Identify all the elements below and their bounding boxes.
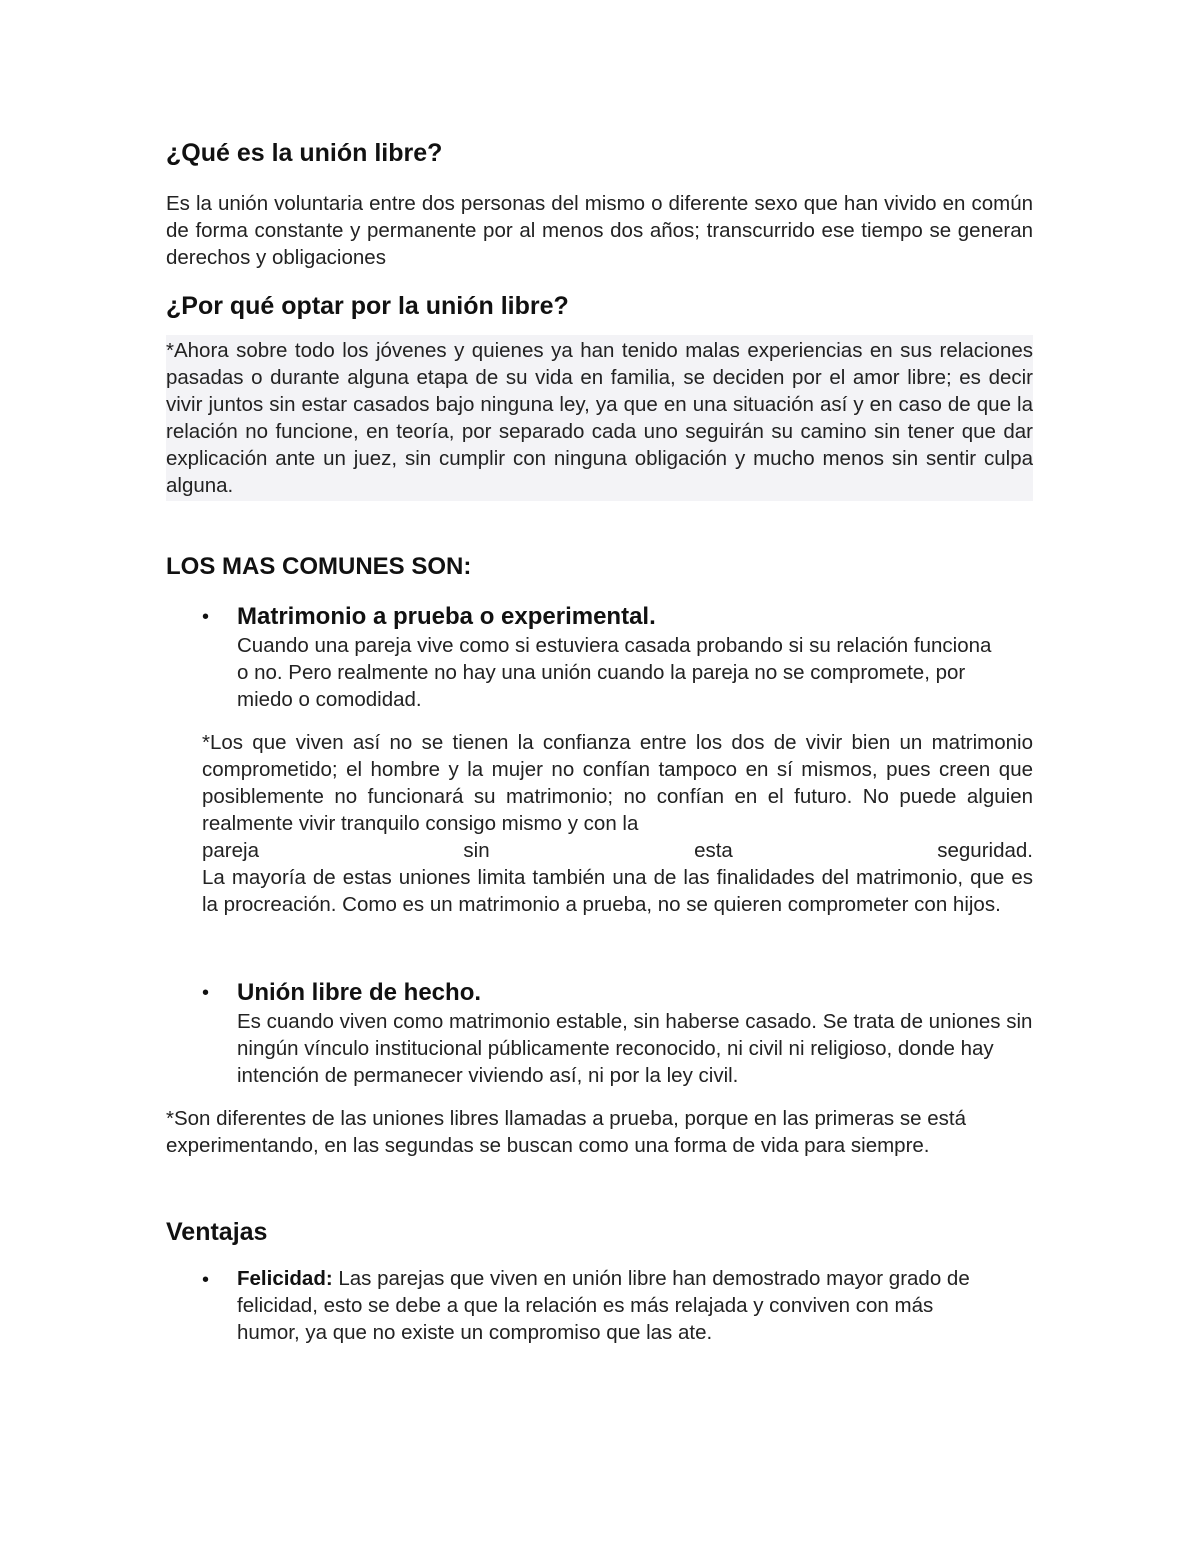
list-item-felicidad	[166, 1265, 1033, 1346]
note-word: esta	[694, 838, 733, 862]
note-word: seguridad.	[937, 838, 1033, 862]
bullet-icon: •	[202, 1268, 210, 1291]
note-word: pareja	[202, 838, 259, 862]
bullet-icon: •	[202, 605, 210, 628]
heading-que-es: ¿Qué es la unión libre?	[166, 139, 443, 167]
item-label: Felicidad:	[237, 1266, 333, 1290]
note-text-a: *Los que viven así no se tienen la confianza entre los dos de vivir bien un matrimonio comprometido; el hombre y la mujer no confían tampoco en sí mismos, pues creen que posiblemente no funcionará su matrimonio; no confían en el futuro. No puede alguien realmente vivir tranquilo consigo mismo y con la	[202, 730, 1033, 835]
heading-common: LOS MAS COMUNES SON:	[166, 553, 472, 580]
note-word: sin	[463, 838, 490, 862]
item-title: Matrimonio a prueba o experimental.	[237, 602, 656, 630]
list-item-trial-marriage	[166, 602, 1033, 713]
note-justified-line	[202, 837, 1033, 864]
item-body: Es cuando viven como matrimonio estable, sin haberse casado. Se trata de uniones sin ningún vínculo institucional públicamente reconocido, ni civil ni religioso, donde hay intención de permanecer viviendo así, ni por la ley civil.	[237, 1009, 1033, 1087]
paragraph-reasons: *Ahora sobre todo los jóvenes y quienes ya han tenido malas experiencias en sus relaciones pasadas o durante alguna etapa de su vida en familia, se deciden por el amor libre; es decir vivir juntos sin estar casados bajo ninguna ley, ya que en una situación así y en caso de que la relación no funcione, en teoría, por separado cada uno seguirán su camino sin tener que dar explicación ante un juez, sin cumplir con ninguna obligación y mucho menos sin sentir culpa alguna.	[166, 335, 1033, 501]
paragraph-definition: Es la unión voluntaria entre dos personas del mismo o diferente sexo que han vivido en común de forma constante y permanente por al menos dos años; transcurrido ese tiempo se generan derechos y obligaciones	[166, 192, 1033, 269]
bullet-icon: •	[202, 981, 210, 1004]
item-body	[237, 1265, 1033, 1346]
document-page	[166, 138, 1033, 1346]
item-body: Cuando una pareja vive como si estuviera casada probando si su relación funciona o no. Pero realmente no hay una unión cuando la pareja no se compromete, por miedo o comodidad.	[237, 633, 992, 711]
note-text-b: La mayoría de estas uniones limita también una de las finalidades del matrimonio, que es la procreación. Como es un matrimonio a prueba, no se quieren comprometer con hijos.	[202, 865, 1033, 916]
note-trial-marriage	[202, 729, 1033, 918]
list-item-de-hecho	[166, 978, 1033, 1089]
item-title: Unión libre de hecho.	[237, 978, 482, 1006]
note-de-hecho: *Son diferentes de las uniones libres llamadas a prueba, porque en las primeras se está experimentando, en las segundas se buscan como una forma de vida para siempre.	[166, 1106, 966, 1157]
item-text: Las parejas que viven en unión libre han demostrado mayor grado de felicidad, esto se debe a que la relación es más relajada y conviven con más humor, ya que no existe un compromiso que las ate.	[237, 1266, 970, 1344]
heading-ventajas: Ventajas	[166, 1217, 268, 1246]
heading-por-que: ¿Por qué optar por la unión libre?	[166, 292, 569, 320]
